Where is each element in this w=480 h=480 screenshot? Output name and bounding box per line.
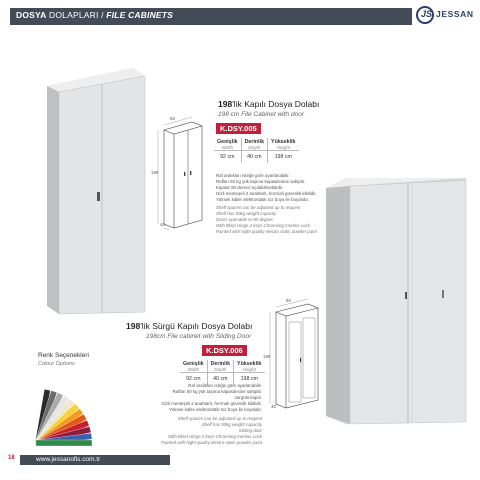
dim-value: 92 cm [180,373,207,386]
product2-subtitle: 198cm File cabinet with Sliding Door [146,333,252,340]
color-options-label: Renk Seçenekleri [38,352,89,359]
dim-value: 92 cm [214,151,241,164]
cabinet-sliding-technical-drawing [262,298,322,410]
page-number: 18 [8,455,15,461]
product1-subtitle: 198 cm File Cabinet with door [218,111,304,118]
dim-header: Genişlik Width [180,360,207,373]
product2-notes-tr: Raf aralıkları isteğe göre ayarlanabilir. Rafları 50 kg yük taşıma kapasitesine sahiptir. sürgülü kapılı. Gizli menteşeli 2 anahtarlı, ferrmalı güvenlik kilitlidir. Yüksek kalite elektrostatik toz boya ile boyalıdır. [161,383,262,412]
dim-header: Derinlik Depth [241,138,267,151]
cabinet-door-photo [33,66,153,316]
dim-value: 40 cm [207,373,233,386]
dim-header: Derinlik Depth [207,360,233,373]
product1-notes-en: Shelf spaces can be adjusted up to request Shelf has 50kg weight capacity Doors openable to 90 degree With Blind Hinge 2 keys Chromimg mortise Lock Painted with hight quality electro static powder paint [216,205,317,234]
dim-value: 198 cm [268,151,299,164]
dim-value: 198 cm [234,373,265,386]
product2-notes-en: Shelf spaces can be adjusted up to request Shelf has 50kg weight capacity Sliding door With Blind Hinge 2 keys Chromimg mortise Lock Painted with hight quality electro static powder paint [161,416,262,445]
section-title: DOSYA DOLAPLARI / FILE CABINETS [16,10,174,20]
brand-logo [413,5,473,29]
drawing-depth-label: 40 [271,404,277,409]
drawing-height-label: 198 [151,170,159,175]
product1-title: 198'lik Kapılı Dosya Dolabı [218,99,320,109]
product2-code-badge: K.DSY.006 [202,345,247,356]
product1-code-badge: K.DSY.005 [216,123,261,134]
dim-header: Yükseklik Height [237,361,262,372]
drawing-height-label: 198 [263,354,271,359]
drawing-width-label: 92 [286,298,292,303]
color-swatch-fan [30,378,100,448]
product2-dimensions-table [180,360,265,385]
website-link[interactable]: www.jessanofis.com.tr [36,456,101,463]
color-options-sublabel: Colour Options [38,361,75,367]
product1-dimensions-table [214,138,299,163]
cabinet-sliding-photo [320,176,470,426]
drawing-depth-label: 40 [160,222,166,227]
page-header [0,0,480,33]
dim-value: 40 cm [241,151,267,164]
product1-notes-tr: Raf aralıkları isteğe göre ayarlanabilir. Rafları 50 kg yük taşıma kapasitesine sahiptir. Kapılar 90 derece açılabilmektedir. Gizli menteşeli 2 anahtarlı, ferrmalı güvenlik kilitlidir. Yüksek kalite elektrostatik toz boya ile boyalıdır. [216,173,317,202]
drawing-width-label: 92 [170,116,176,121]
product2-title: 198'lik Sürgü Kapılı Dosya Dolabı [126,321,253,331]
logo-text: JESSAN [436,9,474,19]
logo-mark-icon: JS [416,6,434,24]
color-swatch [36,440,92,446]
dim-header: Yükseklik Height [271,139,296,150]
dim-header: Genişlik Width [214,138,241,151]
